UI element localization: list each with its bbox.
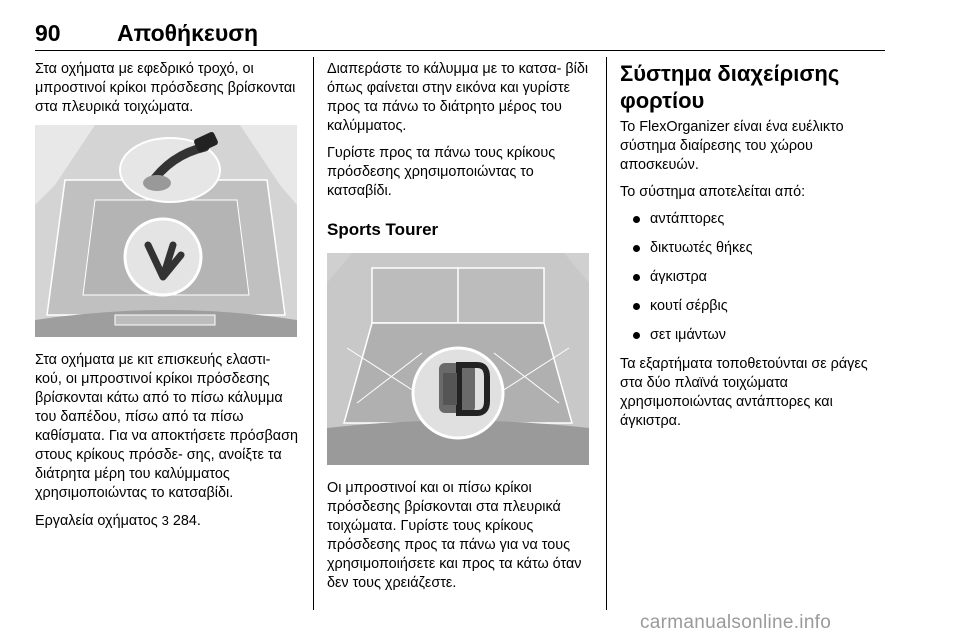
tools-ref-page[interactable]: 284. [168, 513, 201, 529]
components-list [620, 210, 886, 345]
page-title: Αποθήκευση [117, 20, 259, 46]
bullet-icon [633, 332, 640, 339]
column-1 [35, 60, 301, 539]
trunk-lashing-eye-drawing [35, 125, 297, 337]
sports-tourer-heading: Sports Tourer [327, 220, 439, 239]
list-item: άγκιστρα [620, 268, 886, 287]
header-rule [35, 50, 885, 51]
column-3 [620, 60, 886, 439]
bullet-icon [633, 216, 640, 223]
page-header [35, 20, 885, 50]
col3-paragraph-2: Το σύστημα αποτελείται από: [620, 184, 806, 200]
list-item: σετ ιμάντων [620, 326, 886, 345]
col3-paragraph-3: Τα εξαρτήματα τοποθετούνται σε ράγες στα δύο πλαϊνά τοιχώματα χρησιμοποιώντας αντάπτορες και άγκιστρα. [620, 356, 868, 429]
page-ref-arrow-icon: 3 [161, 513, 169, 528]
page-number: 90 [35, 20, 61, 46]
col2-paragraph-3: Οι μπροστινοί και οι πίσω κρίκοι πρόσδεσης βρίσκονται στα πλευρικά τοιχώματα. Γυρίστε τους κρίκους πρόσδεσης προς τα πάνω για να τους χρησιμοποιήσετε και προς τα κάτω όταν δεν τους χρειάζεστε. [327, 480, 582, 591]
column-divider-2 [606, 57, 607, 610]
column-divider-1 [313, 57, 314, 610]
list-item: αντάπτορες [620, 210, 886, 229]
col3-paragraph-1: Το FlexOrganizer είναι ένα ευέλικτο σύστημα διαίρεσης του χώρου αποσκευών. [620, 119, 844, 173]
bullet-icon [633, 303, 640, 310]
trunk-illustration-1 [35, 125, 297, 337]
list-item: κουτί σέρβις [620, 297, 886, 316]
load-management-heading: Σύστημα διαχείρισης φορτίου [620, 61, 840, 113]
col2-paragraph-1: Διαπεράστε το κάλυμμα με το κατσα- βίδι όπως φαίνεται στην εικόνα και γυρίστε προς τα πάνω το διάτρητο μέρος του καλύμματος. [327, 61, 589, 134]
bullet-icon [633, 274, 640, 281]
sports-tourer-trunk-drawing [327, 253, 589, 465]
col1-paragraph-3 [35, 511, 301, 531]
bullet-icon [633, 245, 640, 252]
col1-paragraph-2: Στα οχήματα με κιτ επισκευής ελαστι- κού, οι μπροστινοί κρίκοι πρόσδεσης βρίσκονται κάτω από το πίσω κάλυμμα του δαπέδου, πίσω από τα πίσω καθίσματα. Για να αποκτήσετε πρόσβαση στους κρίκους πρόσδε- σης, ανοίξτε τα διάτρητα μέρη του καλύμματος χρησιμοποιώντας το κατσαβίδι. [35, 352, 298, 501]
tools-ref-text: Εργαλεία οχήματος [35, 513, 162, 529]
watermark: carmanualsonline.info [640, 612, 832, 633]
list-item: δικτυωτές θήκες [620, 239, 886, 258]
column-2 [327, 60, 593, 601]
trunk-illustration-2 [327, 253, 589, 465]
col2-paragraph-2: Γυρίστε προς τα πάνω τους κρίκους πρόσδεσης χρησιμοποιώντας το κατσαβίδι. [327, 145, 556, 199]
col1-paragraph-1: Στα οχήματα με εφεδρικό τροχό, οι μπροστινοί κρίκοι πρόσδεσης βρίσκονται στα πλευρικά τοιχώματα. [35, 61, 296, 115]
